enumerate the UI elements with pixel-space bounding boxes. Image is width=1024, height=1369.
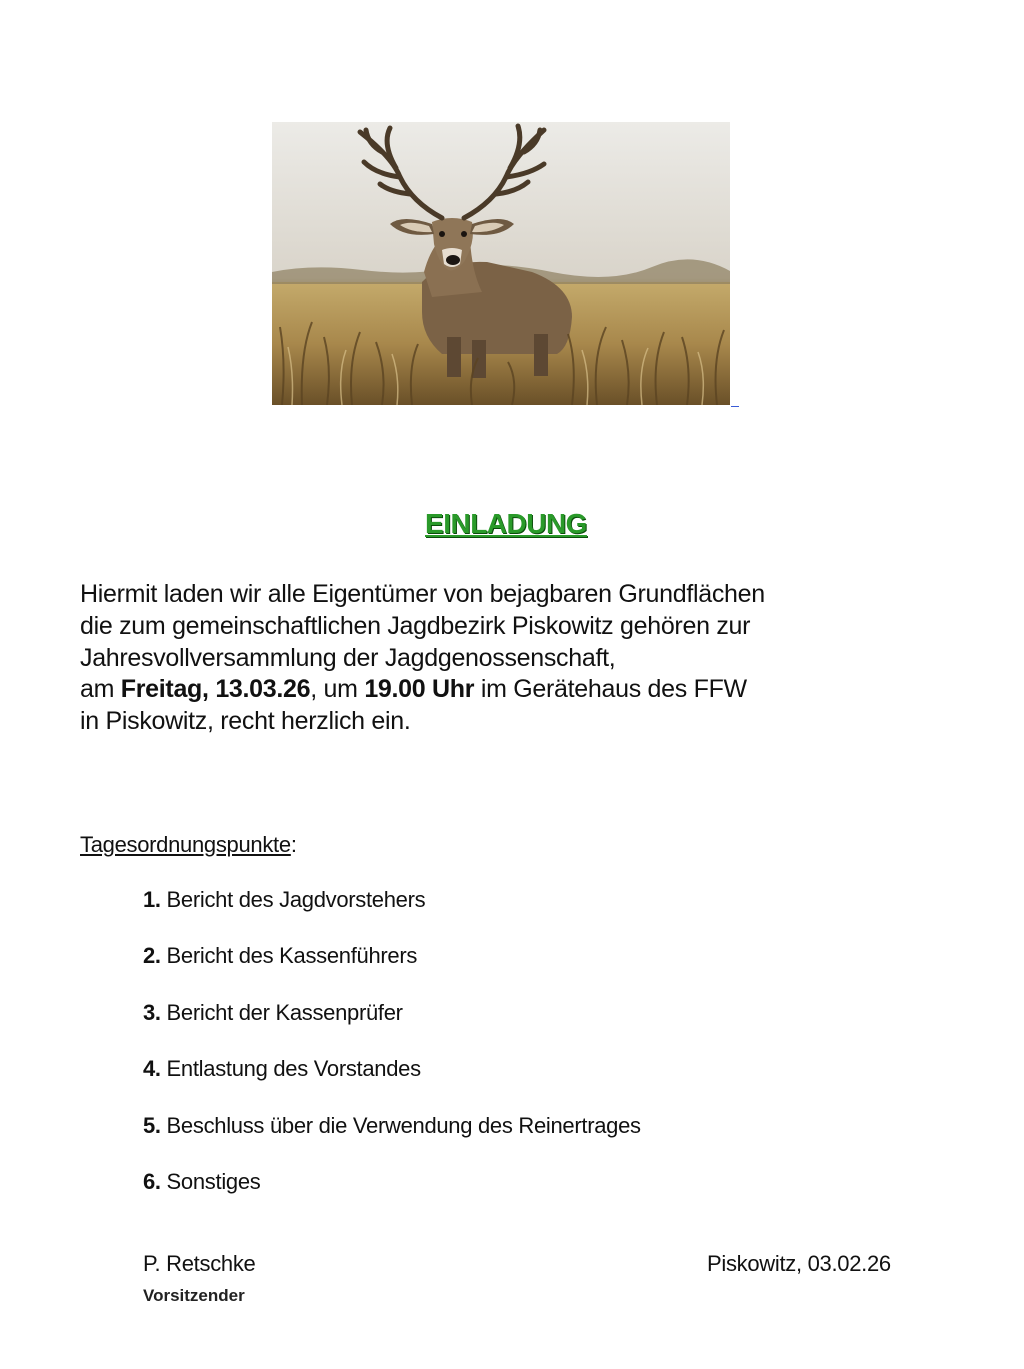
- deer-illustration: [272, 122, 730, 405]
- meeting-date: Freitag, 13.03.26: [120, 675, 311, 704]
- intro-line-2: die zum gemeinschaftlichen Jagdbezirk Piskowitz gehören zur: [80, 611, 751, 640]
- agenda-item-text: Bericht der Kassenprüfer: [160, 999, 403, 1025]
- invitation-text: [80, 579, 960, 738]
- signer-role: Vorsitzender: [143, 1286, 245, 1305]
- intro-line-3: Jahresvollversammlung der Jagdgenossenschaft,: [80, 643, 616, 672]
- intro-line-4-mid: , um: [310, 675, 365, 704]
- agenda-item: [143, 1000, 641, 1056]
- agenda-item-text: Sonstiges: [160, 1168, 261, 1194]
- meeting-time: 19.00 Uhr: [364, 675, 475, 704]
- deer-photo: [272, 122, 730, 405]
- agenda-item-text: Bericht des Jagdvorstehers: [160, 887, 426, 912]
- invitation-title: EINLADUNG: [425, 508, 587, 539]
- agenda-item-number: 5.: [143, 1112, 161, 1138]
- agenda-item-text: Beschluss über die Verwendung des Reinertrages: [160, 1112, 641, 1138]
- intro-line-1: Hiermit laden wir alle Eigentümer von bejagbaren Grundflächen: [80, 580, 765, 608]
- intro-line-4: [80, 674, 960, 706]
- intro-line-4-pre: am: [80, 675, 121, 704]
- agenda-item-number: 1.: [143, 887, 161, 912]
- agenda-list: [143, 887, 641, 1225]
- agenda-heading-text: Tagesordnungspunkte: [80, 832, 291, 857]
- agenda-item-text: Entlastung des Vorstandes: [160, 1056, 421, 1082]
- agenda-item-number: 4.: [143, 1056, 161, 1082]
- agenda-heading: [80, 832, 297, 858]
- intro-line-4-post: im Gerätehaus des FFW: [474, 675, 747, 704]
- agenda-item: [143, 1056, 641, 1112]
- agenda-item-number: 3.: [143, 999, 161, 1025]
- agenda-item-number: 6.: [143, 1168, 161, 1194]
- image-anchor-mark: [731, 406, 739, 407]
- agenda-item: [143, 887, 641, 943]
- agenda-item: [143, 1113, 641, 1169]
- agenda-item: [143, 1169, 641, 1225]
- place-and-date: Piskowitz, 03.02.26: [707, 1251, 891, 1276]
- agenda-heading-colon: :: [290, 832, 297, 857]
- agenda-item-text: Bericht des Kassenführers: [160, 943, 418, 969]
- intro-line-5: in Piskowitz, recht herzlich ein.: [80, 707, 411, 736]
- agenda-item: [143, 943, 641, 999]
- signer-name: P. Retschke: [143, 1251, 256, 1276]
- agenda-item-number: 2.: [143, 943, 161, 969]
